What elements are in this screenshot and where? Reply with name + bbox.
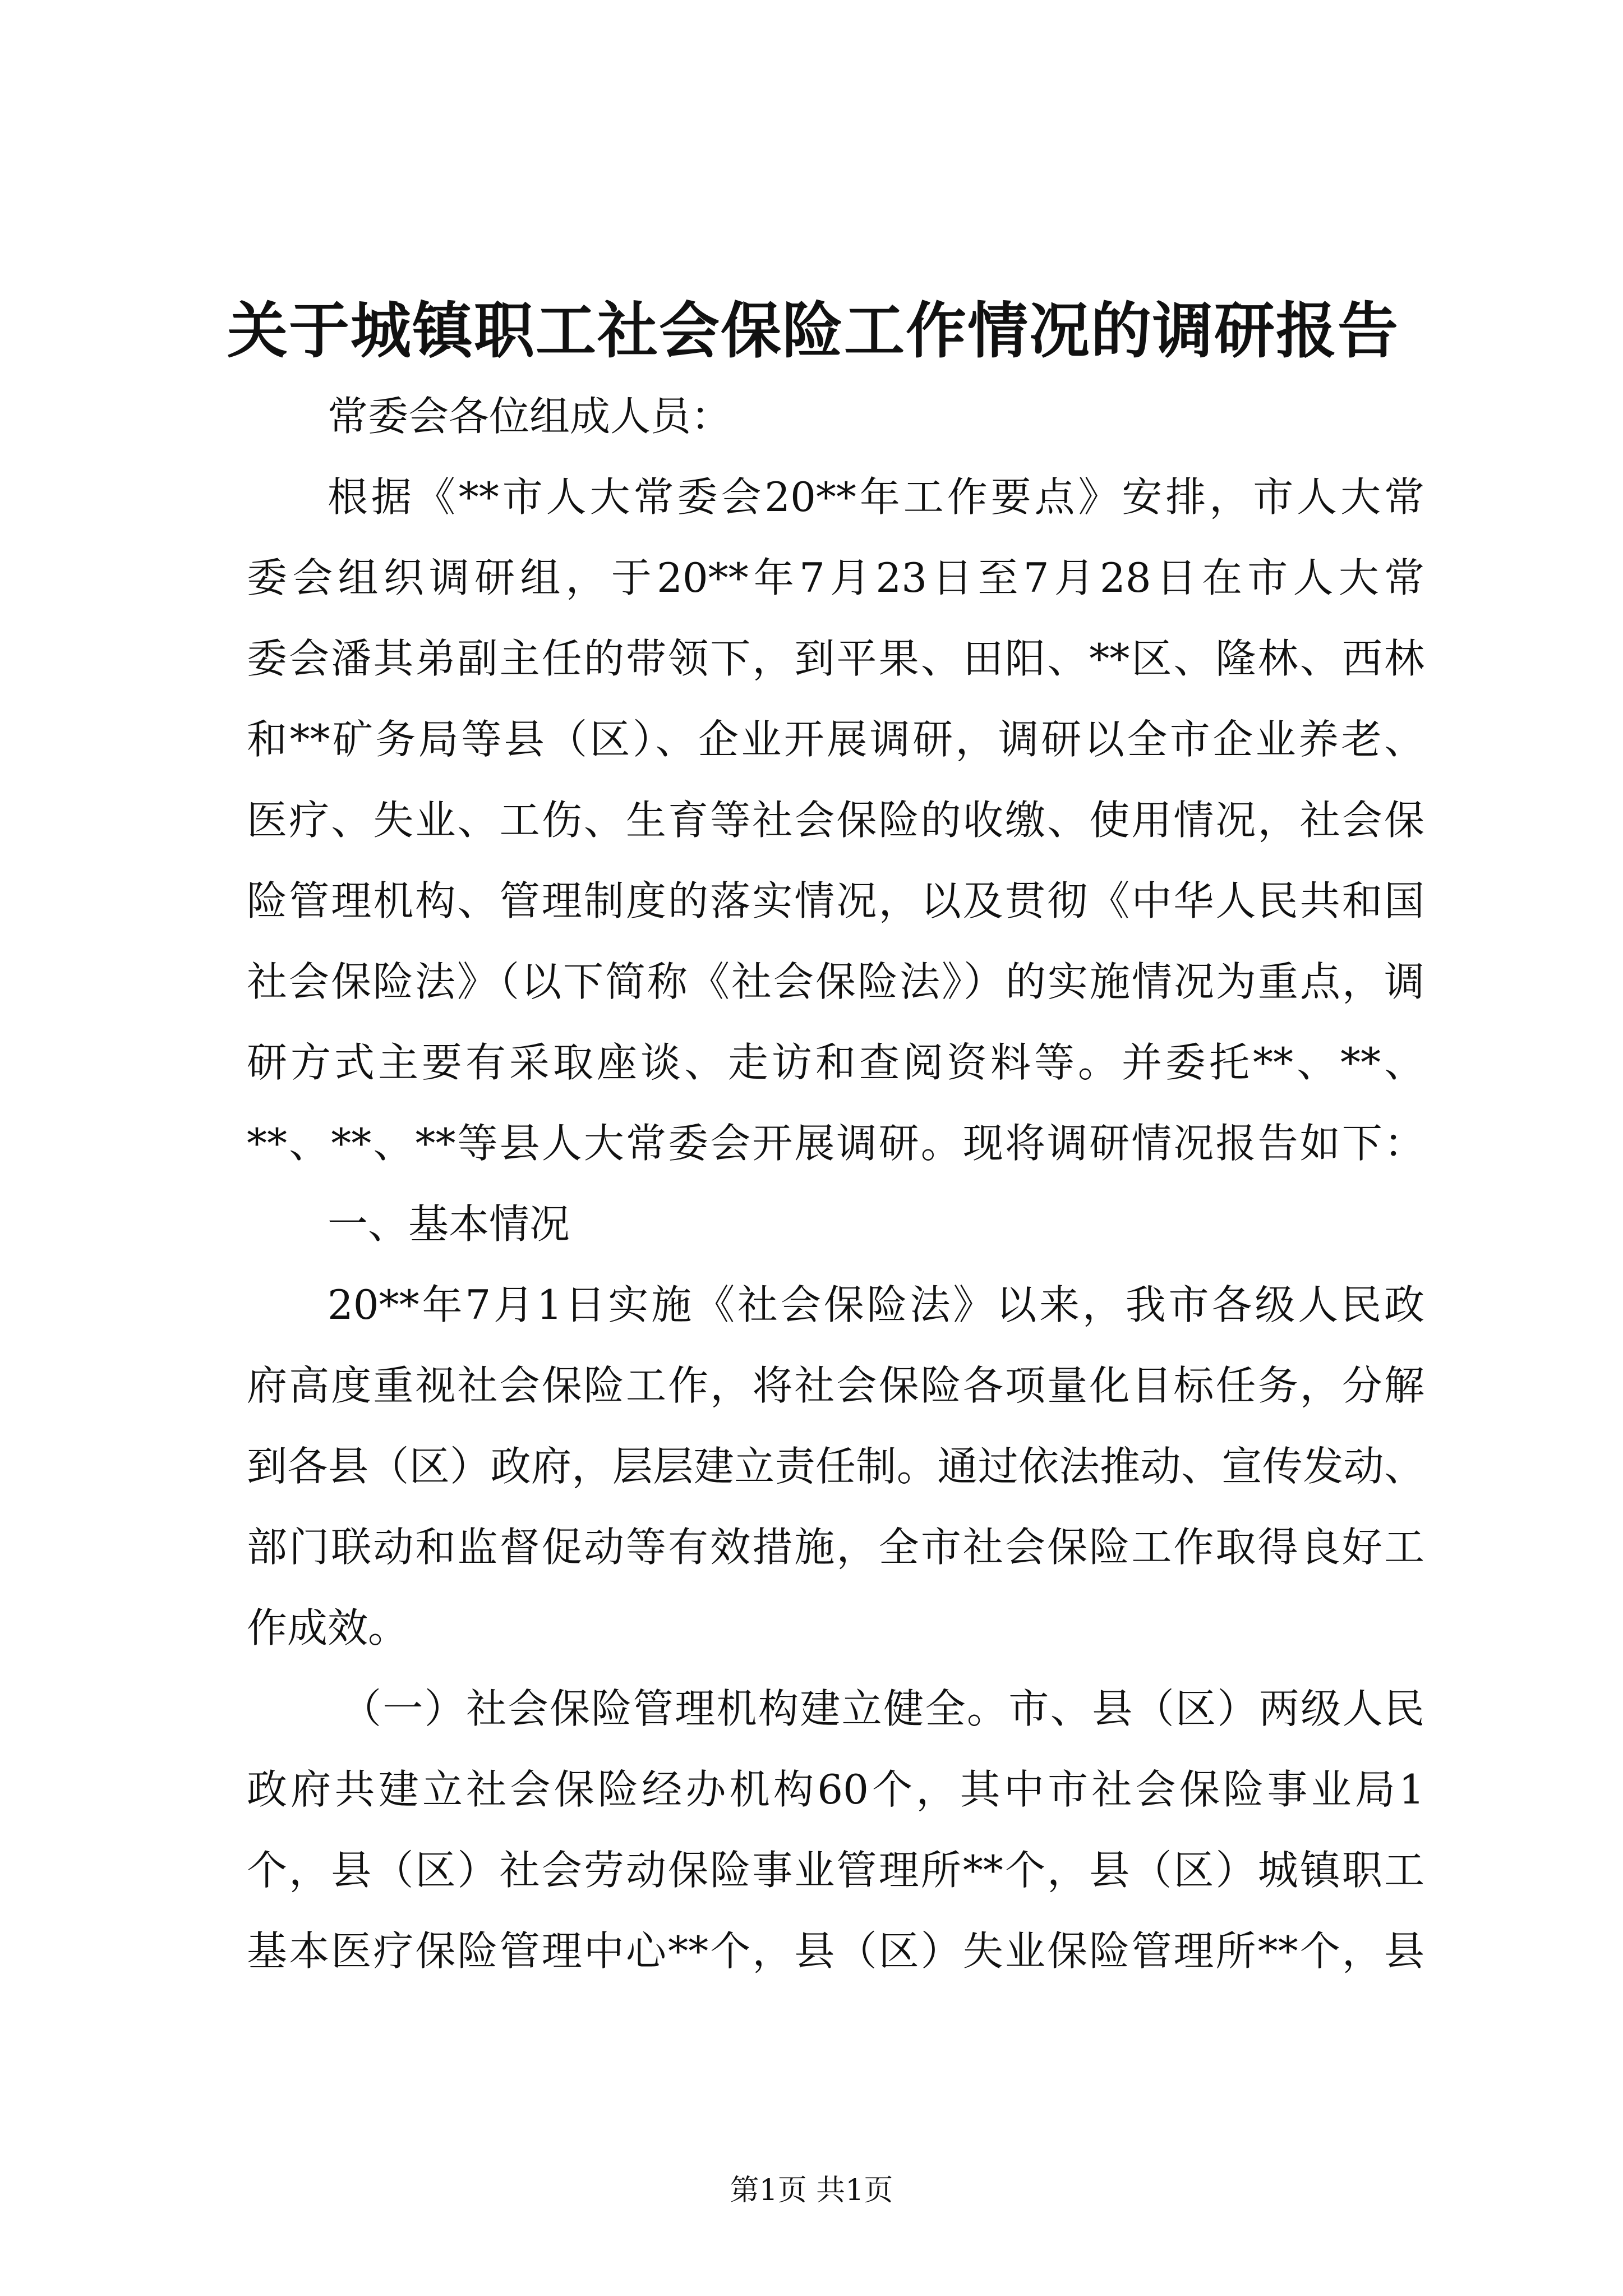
paragraph-line: **、**、**等县人大常委会开展调研。现将调研情况报告如下： xyxy=(247,1120,1424,1167)
salutation-line: 常委会各位组成人员： xyxy=(328,393,732,440)
paragraph-line: 作成效。 xyxy=(247,1604,409,1651)
paragraph-line: 府高度重视社会保险工作，将社会保险各项量化目标任务，分解 xyxy=(247,1362,1424,1409)
paragraph-line: 到各县（区）政府，层层建立责任制。通过依法推动、宣传发动、 xyxy=(247,1443,1424,1490)
paragraph-line: 政府共建立社会保险经办机构60个，其中市社会保险事业局1 xyxy=(247,1766,1424,1813)
paragraph-line: 根据《**市人大常委会20**年工作要点》安排，市人大常 xyxy=(328,473,1424,521)
page-number-footer: 第1页 共1页 xyxy=(730,2174,893,2207)
document-body xyxy=(247,376,1424,1991)
paragraph-line: 和**矿务局等县（区）、企业开展调研，调研以全市企业养老、 xyxy=(247,716,1424,763)
paragraph-line: 委会组织调研组，于20**年7月23日至7月28日在市人大常 xyxy=(247,554,1424,601)
paragraph-line: 委会潘其弟副主任的带领下，到平果、田阳、**区、隆林、西林 xyxy=(247,635,1424,682)
paragraph-line: 部门联动和监督促动等有效措施，全市社会保险工作取得良好工 xyxy=(247,1524,1424,1571)
paragraph-line: 个，县（区）社会劳动保险事业管理所**个，县（区）城镇职工 xyxy=(247,1847,1424,1894)
document-title: 关于城镇职工社会保险工作情况的调研报告 xyxy=(227,296,1399,366)
paragraph-line: 社会保险法》（以下简称《社会保险法》）的实施情况为重点，调 xyxy=(247,958,1424,1005)
paragraph-line: 医疗、失业、工伤、生育等社会保险的收缴、使用情况，社会保 xyxy=(247,797,1424,844)
subsection-line: （一）社会保险管理机构建立健全。市、县（区）两级人民 xyxy=(341,1685,1424,1732)
paragraph-line: 基本医疗保险管理中心**个，县（区）失业保险管理所**个，县 xyxy=(247,1927,1424,1975)
paragraph-line: 20**年7月1日实施《社会保险法》以来，我市各级人民政 xyxy=(328,1281,1424,1328)
paragraph-line: 研方式主要有采取座谈、走访和查阅资料等。并委托**、**、 xyxy=(247,1039,1424,1086)
paragraph-line: 险管理机构、管理制度的落实情况，以及贯彻《中华人民共和国 xyxy=(247,877,1424,924)
section-heading: 一、基本情况 xyxy=(328,1200,570,1248)
